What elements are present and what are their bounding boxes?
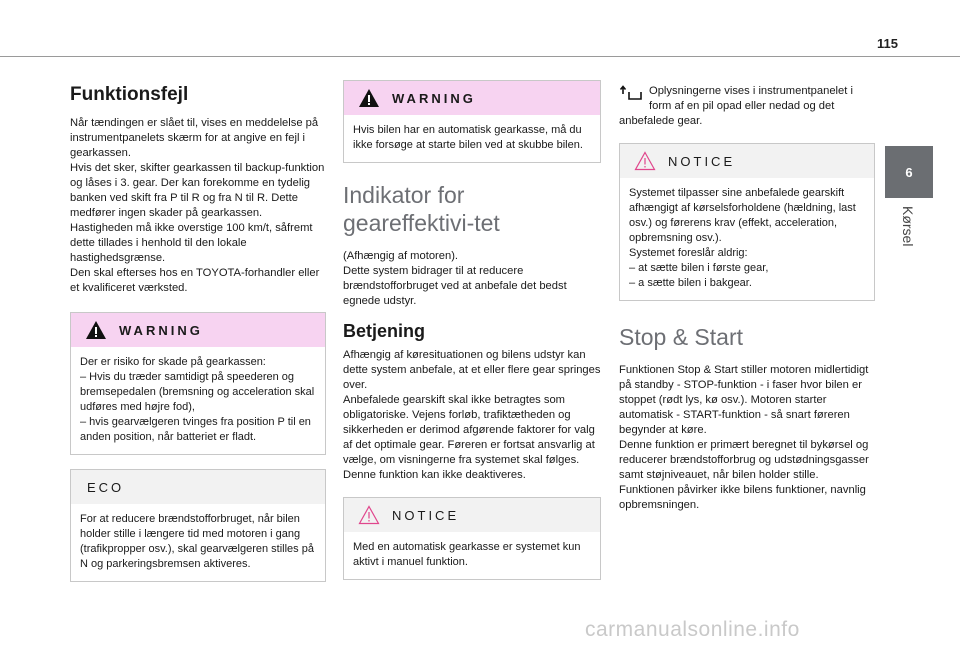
warning-text: Hvis bilen har en automatisk gearkasse, må du ikke forsøge at starte bilen ved at skubbe bilen. [353, 124, 583, 151]
warning-header [71, 313, 325, 347]
eco-header [71, 470, 325, 504]
warning-triangle-icon [85, 320, 107, 340]
warning-header [344, 81, 600, 115]
gear-indicator-text-first: Oplysningerne vises i instrumentpanelet i form af en pil opad eller nedad og det [649, 85, 853, 112]
eco-text: For at reducere brændstofforbruget, når bilen holder stille i længere tid med motoren i gang (trafikpropper osv.), skal gearvælgeren stilles på N og parkeringsbremsen aktiveres. [80, 513, 314, 570]
gear-shift-indicator-icon [619, 84, 649, 104]
malfunction-body: Når tændingen er slået til, vises en meddelelse på instrumentpanelets skærm for at angive en fejl i gearkassen. Hvis det sker, skifter gearkassen til backup-funktion og låses i 3. gear. Der kan forekomme en tydelig banken ved skift fra P til R og fra N til R. Dette medfører ingen skader på gearkassen. Hastigheden må ikke overstige 100 km/t, såfremt dette tillades i henhold til den lokale hastighedsgrænse. Den skal efterses hos en TOYOTA-forhandler eller et kvalificeret værksted. [70, 117, 325, 294]
page-number: 115 [877, 36, 898, 51]
operation-body: Afhængig af køresituationen og bilens udstyr kan dette system anbefale, at et eller flere gear springes over. Anbefalede gearskift skal ikke betragtes som obligatoriske. Vejens forløb, trafiktætheden og sikkerheden er derimod afgørende faktorer for valg af det optimale gear. Føreren er fortsat ansvarlig at vælge, om visningerne fra systemet skal følges. Denne funktion kan ikke deaktiveres. [343, 349, 601, 481]
gear-indicator-text-rest: anbefalede gear. [619, 115, 703, 127]
notice-box-manual-mode [343, 497, 601, 580]
notice-text: Systemet tilpasser sine anbefalede gearskift afhængigt af kørselsforholdene (hældning, last osv.) og førerens krav (effekt, acceleration, opbremsning osv.). Systemet foreslår aldrig: – at sætte bilen i første gear, – a sætte bilen i bakgear. [629, 187, 856, 289]
gear-indicator-intro: (Afhængig af motoren). Dette system bidrager til at reducere brændstofforbruget ved at anbefale det bedst egnede udstyr. [343, 250, 567, 307]
chapter-tab[interactable] [885, 146, 933, 198]
section-heading-gear-indicator: Indikator for geareffektivi-tet [343, 182, 500, 236]
warning-box-gearbox [70, 312, 326, 455]
subheading-operation: Betjening [343, 321, 426, 341]
warning-text: Der er risiko for skade på gearkassen: – Hvis du træder samtidigt på speederen og bremsepedalen (bremsning og acceleration skal udføres med højre fod), – hvis gearvælgeren tvinges fra position P til en anden position, når batteriet er fladt. [80, 356, 315, 443]
watermark: carmanualsonline.info [585, 618, 800, 641]
section-heading-malfunction: Funktionsfejl [70, 84, 189, 105]
column-2 [343, 80, 601, 580]
chapter-tab-number: 6 [905, 164, 913, 180]
notice-header [344, 498, 600, 532]
stop-start-body: Funktionen Stop & Start stiller motoren midlertidigt på standby - STOP-funktion - i faser hvor bilen er stoppet (rødt lys, kø osv.). Motoren starter automatisk - START-funktion - så snart føreren begynder at køre. Denne funktion er primært beregnet til bykørsel og reducerer brændstofforbrug og udstødningsgasser samt støjniveauet, når bilen holder stille. Funktionen påvirker ikke bilens funktioner, navnlig opbremsningen. [619, 364, 869, 511]
warning-box-push-start [343, 80, 601, 163]
notice-label: NOTICE [668, 153, 736, 169]
eco-box [70, 469, 326, 582]
eco-label: ECO [87, 479, 125, 495]
header-divider [0, 56, 960, 57]
section-heading-stop-start: Stop & Start [619, 324, 744, 350]
gear-indicator-paragraph [619, 84, 875, 114]
notice-text: Med en automatisk gearkasse er systemet kun aktivt i manuel funktion. [353, 541, 581, 568]
column-3 [619, 84, 875, 513]
warning-label: WARNING [119, 322, 203, 338]
chapter-tab-label: Kørsel [900, 206, 916, 247]
warning-label: WARNING [392, 90, 476, 106]
notice-box-recommendations [619, 143, 875, 301]
notice-triangle-icon [358, 505, 380, 525]
notice-triangle-icon [634, 151, 656, 171]
column-1 [70, 76, 326, 582]
notice-header [620, 144, 874, 178]
notice-label: NOTICE [392, 507, 460, 523]
warning-triangle-icon [358, 88, 380, 108]
